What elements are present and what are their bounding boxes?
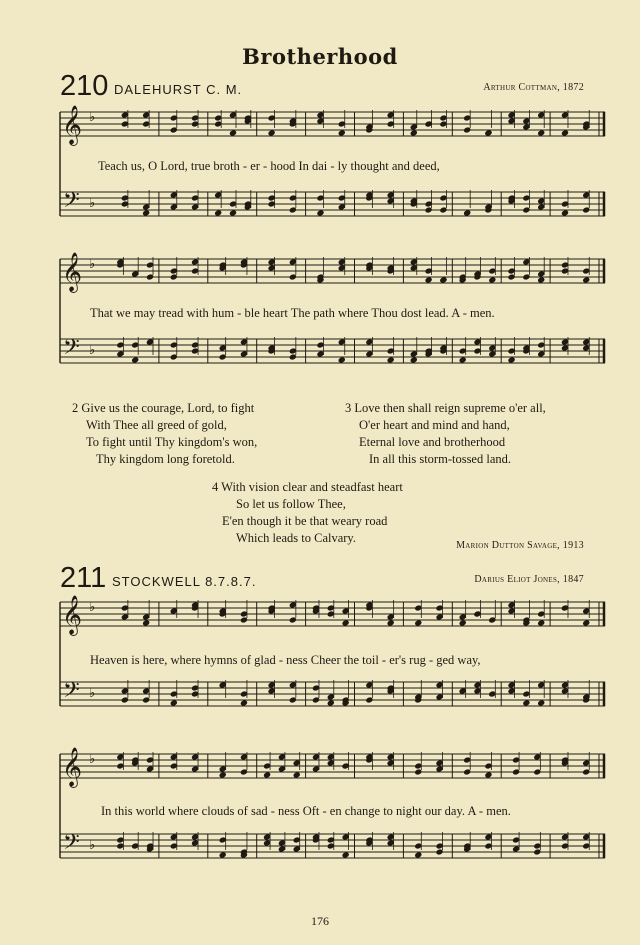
svg-text:♭: ♭ bbox=[89, 838, 96, 853]
composer-credit: Arthur Cottman, 1872 bbox=[483, 82, 584, 93]
svg-text:♭: ♭ bbox=[89, 257, 96, 272]
stanza-line: 2 Give us the courage, Lord, to fight bbox=[72, 401, 255, 415]
stanza-line: In all this storm-tossed land. bbox=[369, 452, 511, 466]
lyric-line: In this world where clouds of sad - ness Oft - en change to night our day. A - men. bbox=[101, 804, 511, 818]
svg-text:♭: ♭ bbox=[89, 110, 96, 125]
svg-text:𝄞: 𝄞 bbox=[62, 747, 83, 787]
lyric-line: Heaven is here, where hymns of glad - ness Cheer the toil - er's rug - ged way, bbox=[90, 653, 481, 667]
stanza-4 bbox=[212, 479, 403, 547]
svg-text:♭: ♭ bbox=[89, 600, 96, 615]
svg-text:𝄢: 𝄢 bbox=[63, 335, 80, 365]
stanza-2 bbox=[72, 400, 257, 468]
hymn-number: 210 bbox=[60, 70, 109, 102]
stanza-line: O'er heart and mind and hand, bbox=[359, 418, 510, 432]
page-number: 176 bbox=[311, 914, 329, 928]
stanza-line: E'en though it be that weary road bbox=[222, 514, 388, 528]
svg-text:𝄞: 𝄞 bbox=[62, 105, 83, 145]
lyric-line: That we may tread with hum - ble heart The path where Thou dost lead. A - men. bbox=[90, 306, 495, 320]
svg-text:♭: ♭ bbox=[89, 752, 96, 767]
svg-text:♭: ♭ bbox=[89, 343, 96, 358]
section-title: Brotherhood bbox=[242, 44, 398, 69]
svg-text:𝄞: 𝄞 bbox=[62, 595, 83, 635]
svg-text:♭: ♭ bbox=[89, 196, 96, 211]
author-credit: Marion Dutton Savage, 1913 bbox=[456, 540, 584, 551]
stanza-line: To fight until Thy kingdom's won, bbox=[86, 435, 258, 449]
hymn-number: 211 bbox=[60, 562, 107, 594]
svg-text:𝄞: 𝄞 bbox=[62, 252, 83, 292]
svg-text:𝄢: 𝄢 bbox=[63, 678, 80, 708]
composer-credit: Darius Eliot Jones, 1847 bbox=[474, 574, 584, 585]
stanza-line: With Thee all greed of gold, bbox=[86, 418, 227, 432]
stanza-line: 3 Love then shall reign supreme o'er all, bbox=[345, 401, 546, 415]
stanza-line: Which leads to Calvary. bbox=[236, 531, 356, 545]
svg-text:𝄢: 𝄢 bbox=[63, 188, 80, 218]
svg-text:♭: ♭ bbox=[89, 686, 96, 701]
stanza-line: Eternal love and brotherhood bbox=[359, 435, 506, 449]
tune-name: STOCKWELL 8.7.8.7. bbox=[112, 574, 257, 589]
tune-name: DALEHURST C. M. bbox=[114, 82, 243, 97]
stanza-line: 4 With vision clear and steadfast heart bbox=[212, 480, 403, 494]
stanza-line: Thy kingdom long foretold. bbox=[96, 452, 235, 466]
lyric-line: Teach us, O Lord, true broth - er - hood In dai - ly thought and deed, bbox=[98, 159, 440, 173]
stanza-3 bbox=[345, 400, 546, 468]
stanza-line: So let us follow Thee, bbox=[236, 497, 346, 511]
svg-text:𝄢: 𝄢 bbox=[63, 830, 80, 860]
